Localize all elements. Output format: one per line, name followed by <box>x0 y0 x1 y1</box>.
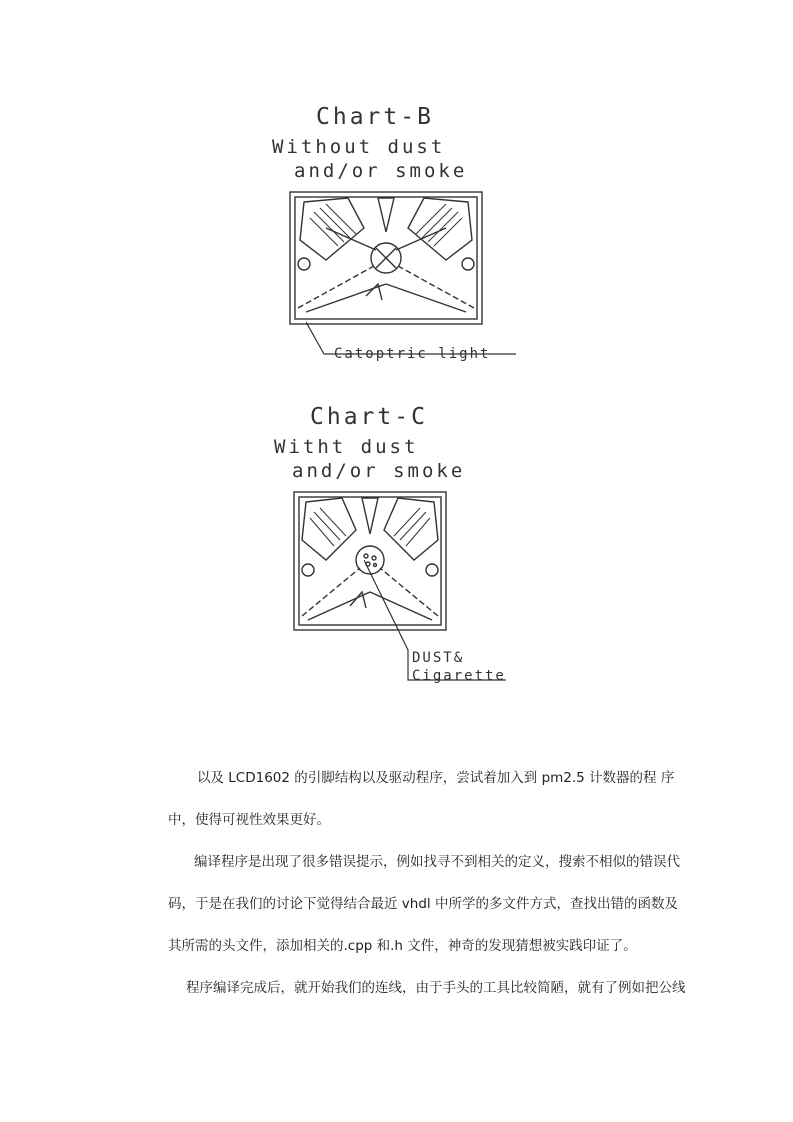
figure-caption-line: and/or smoke <box>294 160 468 182</box>
figure-chart-b <box>268 100 528 380</box>
figure-chart-c <box>268 400 528 690</box>
figure-caption-line: and/or smoke <box>292 460 466 482</box>
body-paragraph-line: 码，于是在我们的讨论下觉得结合最近 vhdl 中所学的多文件方式，查找出错的函数及 <box>168 896 678 912</box>
body-paragraph-line: 编译程序是出现了很多错误提示，例如找寻不到相关的定义，搜索不相似的错误代 <box>194 854 680 870</box>
callout-label: Catoptric light <box>334 346 491 362</box>
figure-title: Chart-B <box>316 104 434 130</box>
figure-title: Chart-C <box>310 404 428 430</box>
body-paragraph-line: 其所需的头文件，添加相关的.cpp 和.h 文件，神奇的发现猜想被实践印证了。 <box>168 938 637 954</box>
body-paragraph-line: 程序编译完成后，就开始我们的连线，由于手头的工具比较简陋，就有了例如把公线 <box>186 980 686 996</box>
figure-caption-line: Witht dust <box>274 436 419 458</box>
figure-caption-line: Without dust <box>272 136 446 158</box>
callout-label: Cigarette <box>412 668 506 684</box>
sensor-diagram <box>286 188 486 328</box>
body-paragraph-line: 以及 LCD1602 的引脚结构以及驱动程序，尝试着加入到 pm2.5 计数器的程 序 <box>197 770 675 786</box>
body-paragraph-line: 中，使得可视性效果更好。 <box>168 812 330 828</box>
callout-label: DUST& <box>412 650 465 666</box>
